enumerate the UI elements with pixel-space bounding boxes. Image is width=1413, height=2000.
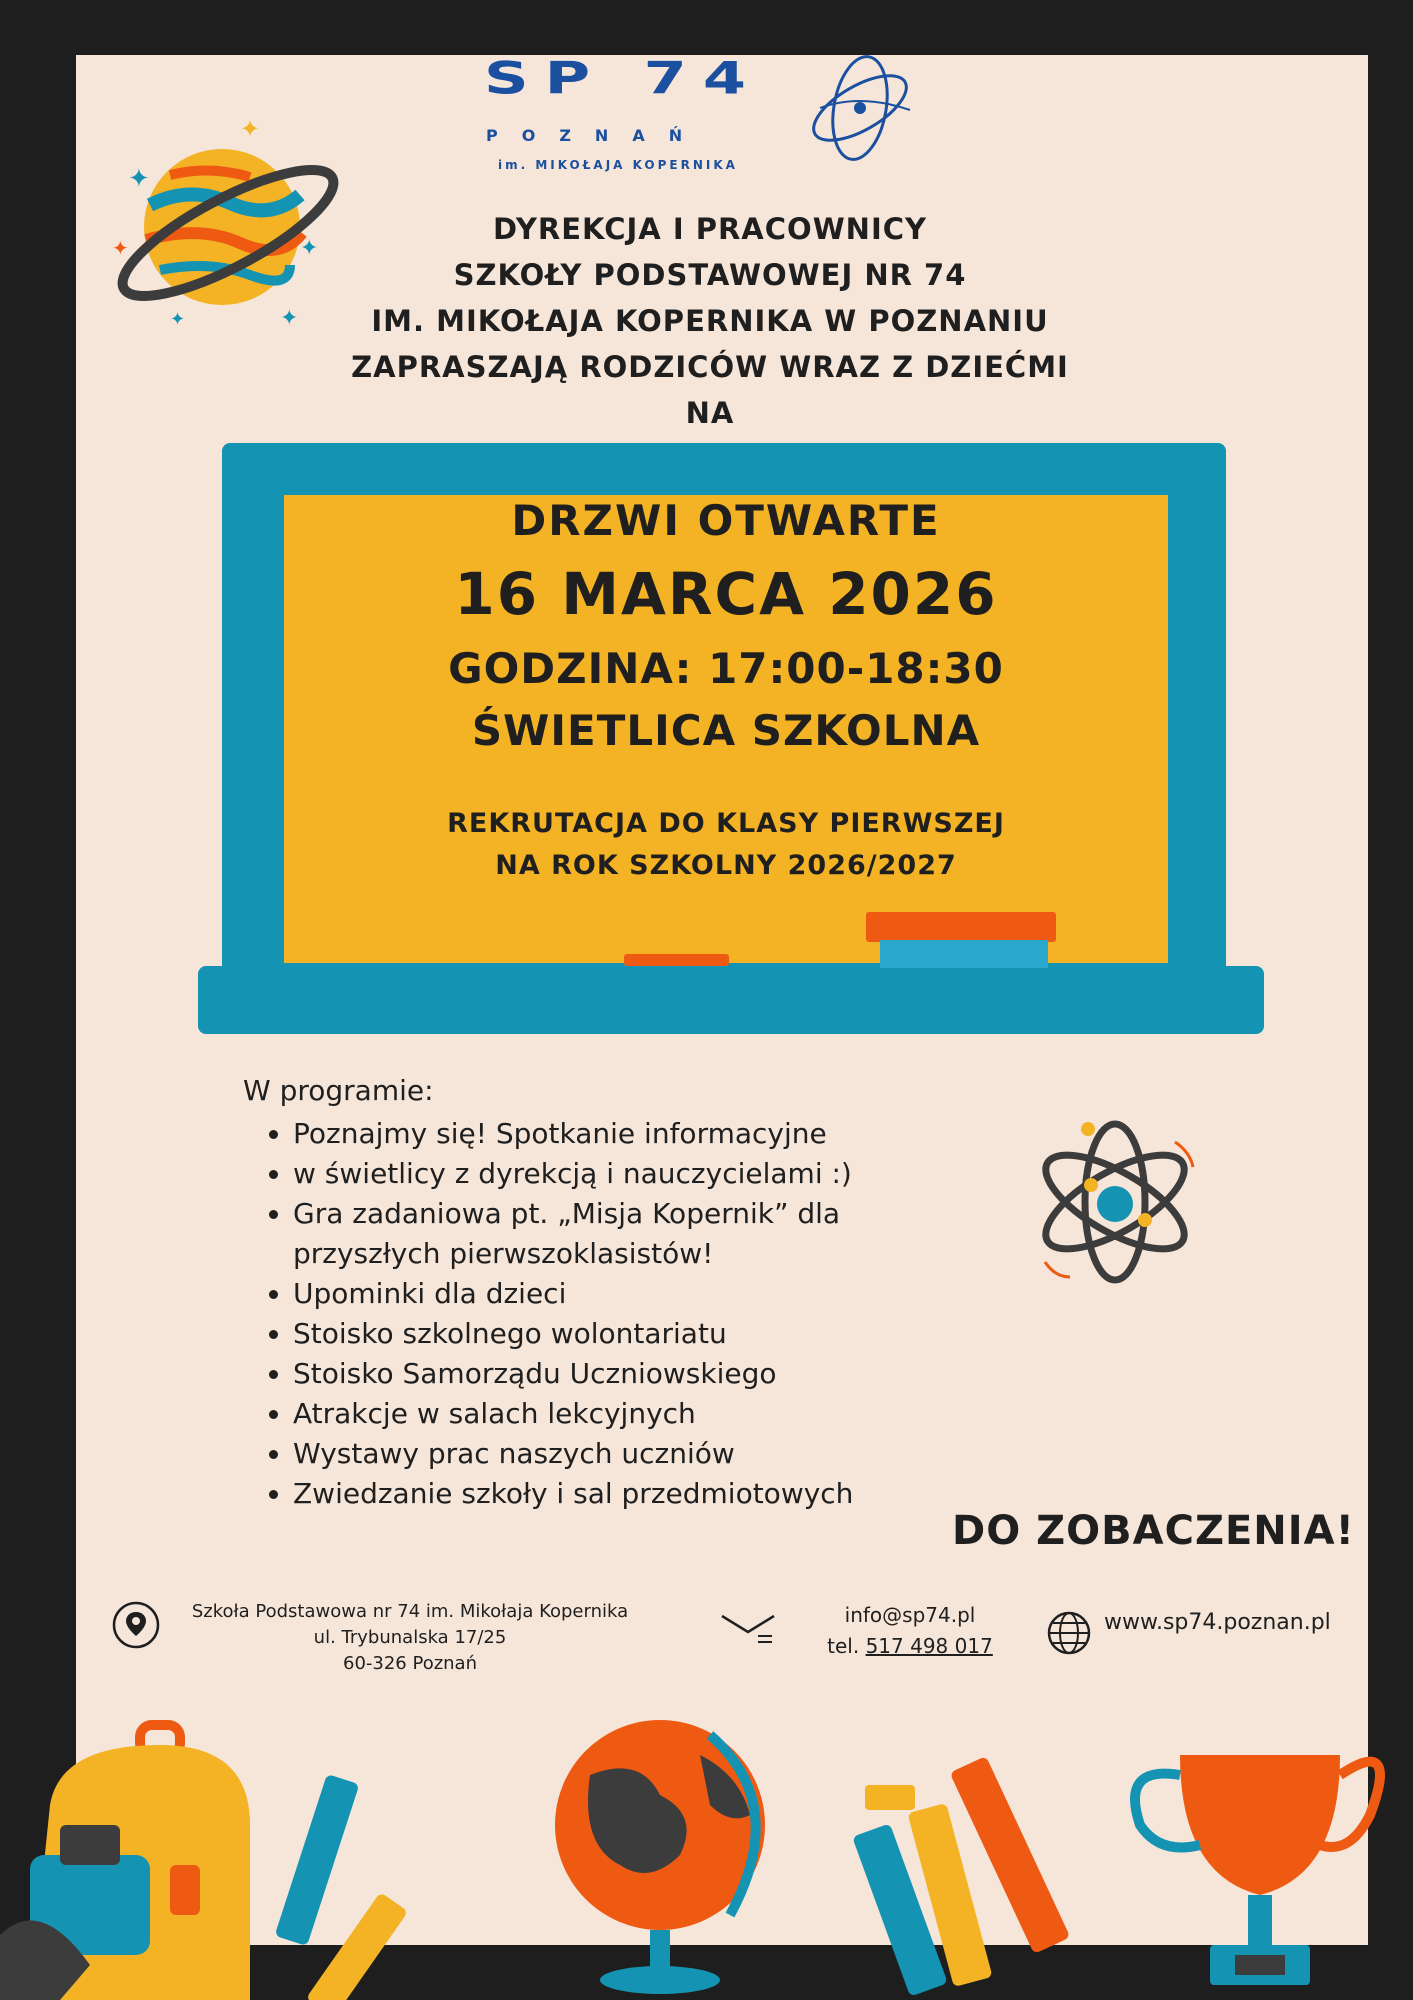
crayon-icon xyxy=(275,1774,409,2000)
svg-text:✦: ✦ xyxy=(170,309,186,330)
planet-icon xyxy=(110,115,350,335)
invitation-text xyxy=(330,206,1090,436)
recruitment-line-1: REKRUTACJA DO KLASY PIERWSZEJ xyxy=(447,808,1005,839)
svg-text:✦: ✦ xyxy=(300,236,319,261)
list-item: • Upominki dla dzieci xyxy=(293,1274,973,1314)
school-logo-patron: im. MIKOŁAJA KOPERNIKA xyxy=(498,158,738,172)
intro-line: SZKOŁY PODSTAWOWEJ NR 74 xyxy=(453,258,967,292)
phone-link[interactable]: 517 498 017 xyxy=(865,1634,993,1658)
address-line: 60-326 Poznań xyxy=(343,1653,477,1674)
list-item: • Zwiedzanie szkoły i sal przedmiotowych xyxy=(293,1474,973,1514)
school-address xyxy=(170,1599,650,1677)
address-line: Szkoła Podstawowa nr 74 im. Mikołaja Kopernika xyxy=(191,1601,629,1622)
event-place: ŚWIETLICA SZKOLNA xyxy=(471,706,981,755)
phone-line xyxy=(780,1631,1040,1662)
chalk-piece xyxy=(624,954,729,966)
school-logo-text: SP 74 xyxy=(484,51,762,105)
svg-text:✦: ✦ xyxy=(280,306,299,331)
event-title: DRZWI OTWARTE xyxy=(511,496,941,545)
globe-web-icon xyxy=(1046,1610,1092,1656)
list-item: • Atrakcje w salach lekcyjnych xyxy=(293,1394,973,1434)
chalkboard-ledge xyxy=(198,966,1264,1034)
svg-text:✦: ✦ xyxy=(112,236,129,260)
website-link[interactable]: www.sp74.poznan.pl xyxy=(1104,1610,1331,1635)
svg-text:✦: ✦ xyxy=(128,164,150,194)
highlighter-icon xyxy=(852,1756,1070,1997)
email-link[interactable]: info@sp74.pl xyxy=(844,1603,976,1627)
list-item: • w świetlicy z dyrekcją i nauczycielami :) xyxy=(293,1154,973,1194)
school-logo-city: POZNAŃ xyxy=(486,126,707,145)
atom-logo-icon xyxy=(800,48,920,168)
list-item: • Gra zadaniowa pt. „Misja Kopernik” dla przyszłych pierwszoklasistów! xyxy=(293,1194,873,1274)
program-heading: W programie: xyxy=(243,1074,434,1107)
email-icon xyxy=(720,1612,776,1646)
trophy-icon xyxy=(1135,1755,1380,1985)
intro-line: ZAPRASZAJĄ RODZICÓW WRAZ Z DZIEĆMI xyxy=(351,350,1069,384)
globe-icon xyxy=(555,1720,765,1994)
recruitment-line-2: NA ROK SZKOLNY 2026/2027 xyxy=(495,850,957,881)
closing-text: DO ZOBACZENIA! xyxy=(952,1508,1355,1554)
intro-line: IM. MIKOŁAJA KOPERNIKA W POZNANIU xyxy=(371,304,1049,338)
phone-prefix: tel. xyxy=(827,1634,866,1658)
program-list xyxy=(250,1114,973,1514)
list-item: • Stoisko Samorządu Uczniowskiego xyxy=(293,1354,973,1394)
event-date: 16 MARCA 2026 xyxy=(454,560,998,628)
school-supplies-illustration xyxy=(0,1715,1413,2000)
atom-icon xyxy=(1025,1112,1205,1292)
location-pin-icon xyxy=(111,1600,161,1650)
address-line: ul. Trybunalska 17/25 xyxy=(313,1627,507,1648)
list-item: • Wystawy prac naszych uczniów xyxy=(293,1434,973,1474)
list-item: • Poznajmy się! Spotkanie informacyjne xyxy=(293,1114,973,1154)
event-time: GODZINA: 17:00-18:30 xyxy=(448,644,1004,693)
eraser xyxy=(866,912,1056,942)
contact-info xyxy=(780,1600,1040,1662)
svg-text:✦: ✦ xyxy=(240,115,261,143)
intro-line: DYREKCJA I PRACOWNICY xyxy=(492,212,928,246)
intro-line: NA xyxy=(685,396,735,430)
backpack-icon xyxy=(0,1725,250,2000)
list-item: • Stoisko szkolnego wolontariatu xyxy=(293,1314,973,1354)
eraser-base xyxy=(880,940,1048,968)
